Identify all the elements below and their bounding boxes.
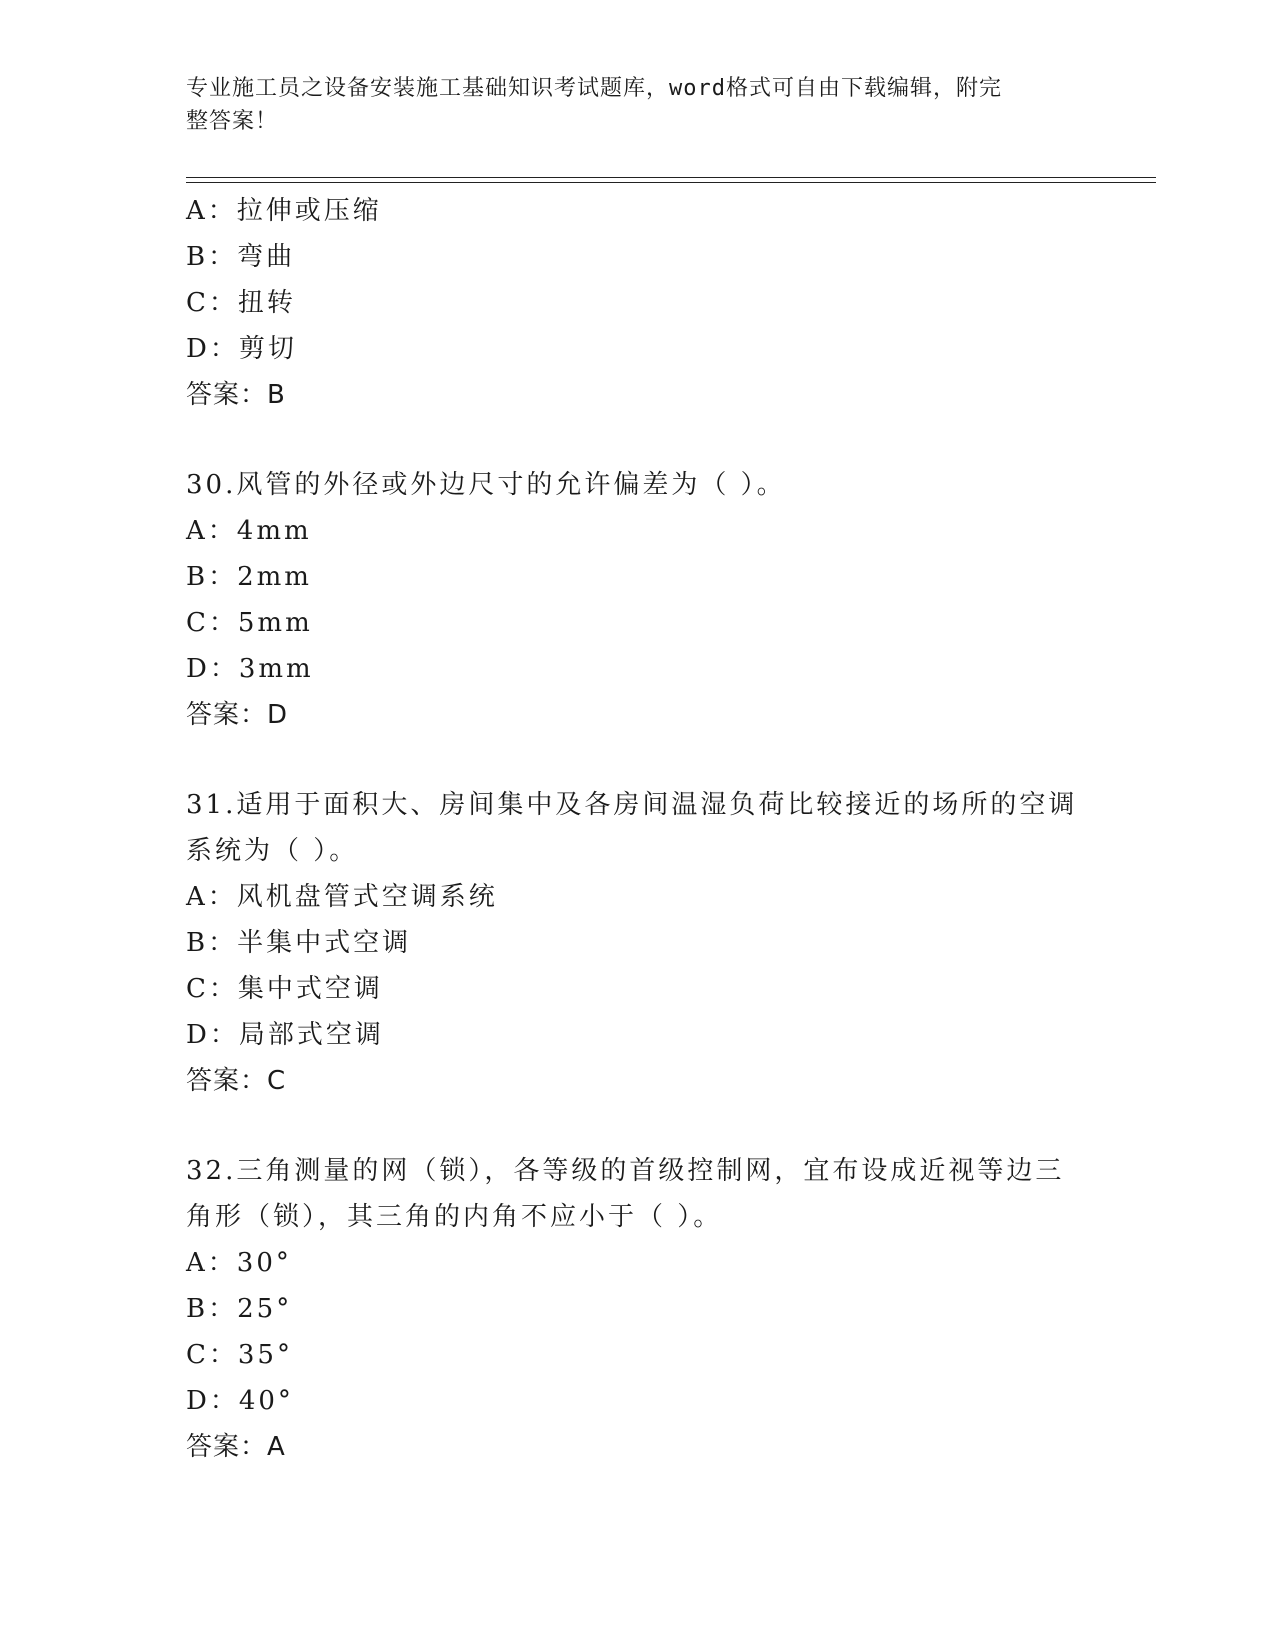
option-a: A：拉伸或压缩 <box>186 196 382 226</box>
option-d: D：剪切 <box>186 334 297 364</box>
option-c: C：扭转 <box>186 288 296 318</box>
option-b: B：2mm <box>186 562 312 592</box>
question-text-line-2: 角形（锁），其三角的内角不应小于（ ）。 <box>186 1202 723 1232</box>
question-block-30 <box>186 462 1066 738</box>
answer-text: 答案：A <box>186 1432 286 1462</box>
option-a: A：风机盘管式空调系统 <box>186 882 498 912</box>
option-b: B：半集中式空调 <box>186 928 412 958</box>
question-list <box>186 188 1078 1470</box>
option-c: C：集中式空调 <box>186 974 383 1004</box>
question-block-32 <box>186 1148 1066 1470</box>
answer-text: 答案：C <box>186 1066 287 1096</box>
header-divider-top <box>186 177 1156 178</box>
question-block-31 <box>186 782 1078 1104</box>
question-text-line-1: 32.三角测量的网（锁），各等级的首级控制网，宜布设成近视等边三 <box>186 1156 1065 1186</box>
option-c: C：5mm <box>186 608 313 638</box>
option-d: D：局部式空调 <box>186 1020 384 1050</box>
header-line-1: 专业施工员之设备安装施工基础知识考试题库，word格式可自由下载编辑，附完 <box>186 76 1002 101</box>
answer-text: 答案：B <box>186 380 286 410</box>
answer-text: 答案：D <box>186 700 289 730</box>
option-d: D：40° <box>186 1386 294 1416</box>
option-d: D：3mm <box>186 654 314 684</box>
option-a: A：30° <box>186 1248 292 1278</box>
question-text-line-2: 系统为（ ）。 <box>186 836 359 866</box>
question-text: 30.风管的外径或外边尺寸的允许偏差为（ ）。 <box>186 470 786 500</box>
option-b: B：25° <box>186 1294 293 1324</box>
header-line-2: 整答案！ <box>186 109 279 134</box>
document-header <box>186 72 1066 138</box>
option-a: A：4mm <box>186 516 312 546</box>
header-divider-bottom <box>186 182 1156 183</box>
option-b: B：弯曲 <box>186 242 296 272</box>
question-block-29 <box>186 188 1066 418</box>
option-c: C：35° <box>186 1340 293 1370</box>
question-text-line-1: 31.适用于面积大、房间集中及各房间温湿负荷比较接近的场所的空调 <box>186 790 1078 820</box>
